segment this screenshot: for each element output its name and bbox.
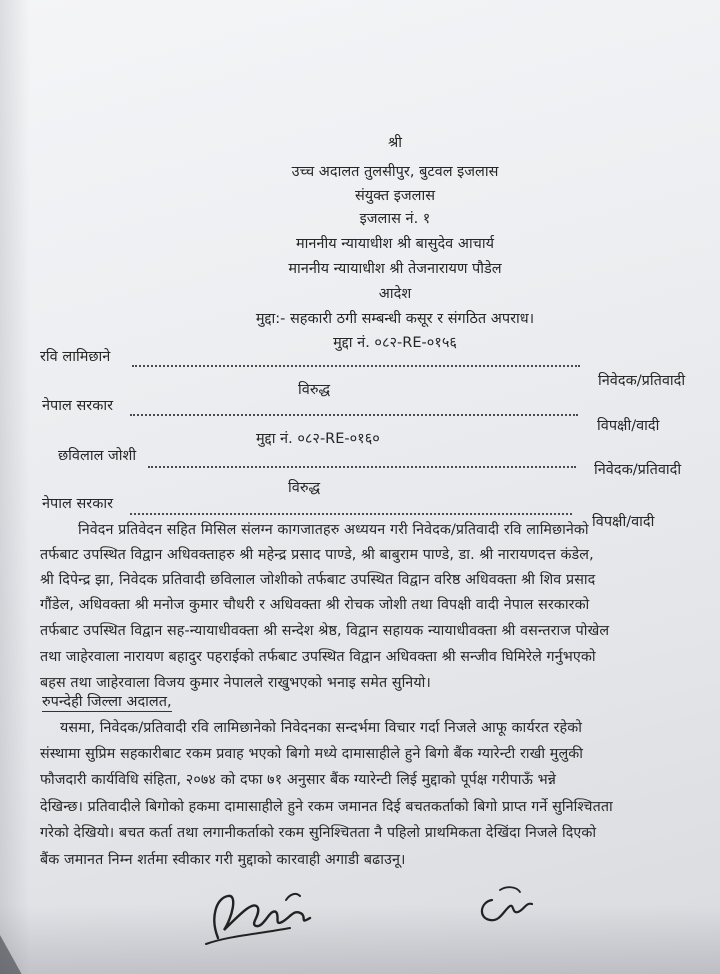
para1-line: तर्फबाट उपस्थित विद्वान सह-न्यायाधीवक्ता श्री सन्देश श्रेष्ठ, विद्वान सहायक न्यायाधीवक्ता श्री वसन्तराज पोखेल bbox=[40, 623, 610, 639]
case2-petitioner-role: निवेदक/प्रतिवादी bbox=[594, 462, 682, 478]
case2-respondent-name: नेपाल सरकार bbox=[42, 496, 114, 512]
para1-line: बहस तथा जाहेरवाला विजय कुमार नेपालले राखुभएको भनाइ समेत सुनियो। bbox=[40, 675, 431, 691]
case2-petitioner-name: छविलाल जोशी bbox=[58, 448, 137, 464]
header-court-name: उच्च अदालत तुलसीपुर, बुटवल इजलास bbox=[291, 164, 499, 180]
header-judge-2: माननीय न्यायाधीश श्री तेजनारायण पौडेल bbox=[288, 261, 502, 277]
para1-line: श्री दिपेन्द्र झा, निवेदक प्रतिवादी छविलाल जोशीको तर्फबाट उपस्थित विद्वान वरिष्ठ अधिवक्ता श्री शिव प्रसाद bbox=[40, 572, 596, 588]
header-judge-1: माननीय न्यायाधीश श्री बासुदेव आचार्य bbox=[295, 236, 495, 252]
para2-line: फौजदारी कार्यविधि संहिता, २०७४ को दफा ७१ अनुसार बैंक ग्यारेन्टी लिई मुद्दाको पूर्पक्ष गरीपाऊँ भन्ने bbox=[40, 772, 556, 788]
header-order-title: आदेश bbox=[378, 286, 412, 302]
district-court-subheading: रुपन्देही जिल्ला अदालत, bbox=[42, 694, 172, 710]
header-bench-number: इजलास नं. १ bbox=[359, 211, 431, 227]
case2-versus: विरुद्ध bbox=[288, 480, 321, 496]
case1-respondent-role: विपक्षी/वादी bbox=[597, 418, 660, 434]
para2-line: गरेको देखियो। बचत कर्ता तथा लगानीकर्ताको रकम सुनिश्चितता नै पहिलो प्राथमिकता देखिंदा निजले दिएको bbox=[40, 825, 597, 841]
case1-petitioner-dotted-line bbox=[132, 365, 580, 367]
header-case-number: मुद्दा नं. ०८२-RE-०१५६ bbox=[333, 335, 457, 351]
case2-respondent-role: विपक्षी/वादी bbox=[592, 514, 655, 530]
case1-petitioner-name: रवि लामिछाने bbox=[40, 349, 111, 365]
para2-line: बैंक जमानत निम्न शर्तमा स्वीकार गरी मुद्दाको कारवाही अगाडी बढाउनू। bbox=[40, 852, 406, 868]
para1-line: तर्फबाट उपस्थित विद्वान अधिवक्ताहरु श्री महेन्द्र प्रसाद पाण्डे, श्री बाबुराम पाण्डे, डा. श्री नारायणदत्त कंडेल, bbox=[40, 547, 594, 563]
header-case-subject: मुद्दा:- सहकारी ठगी सम्बन्धी कसूर र संगठित अपराध। bbox=[255, 311, 535, 327]
para1-line: निवेदन प्रतिवेदन सहित मिसिल संलग्न कागजातहरु अध्ययन गरी निवेदक/प्रतिवादी रवि लामिछानेको bbox=[78, 522, 589, 538]
signature-judge-1 bbox=[198, 878, 328, 950]
case1-respondent-name: नेपाल सरकार bbox=[42, 398, 114, 414]
case2-case-number: मुद्दा नं. ०८२-RE-०१६० bbox=[256, 431, 380, 447]
case2-petitioner-dotted-line bbox=[148, 466, 576, 468]
para2-line: संस्थामा सुप्रिम सहकारीबाट रकम प्रवाह भएको बिगो मध्ये दामासाहीले हुने बिगो बैंक ग्यारेन्टी राखी मुलुकी bbox=[40, 746, 584, 762]
case1-versus: विरुद्ध bbox=[298, 382, 331, 398]
case1-respondent-dotted-line bbox=[130, 414, 578, 416]
para2-line: यसमा, निवेदक/प्रतिवादी रवि लामिछानेको निवेदनका सन्दर्भमा विचार गर्दा निजले आफू कार्यरत रहेको bbox=[60, 720, 583, 736]
signature-judge-2 bbox=[470, 880, 540, 928]
para2-line: देखिन्छ। प्रतिवादीले बिगोको हकमा दामासाहीले हुने रकम जमानत दिई बचतकर्ताको बिगो प्राप्त गर्ने सुनिश्चितता bbox=[40, 799, 613, 815]
header-honorific: श्री bbox=[387, 135, 403, 151]
header-bench-type: संयुक्त इजलास bbox=[354, 188, 436, 204]
para1-line: तथा जाहेरवाला नारायण बहादुर पहराईको तर्फबाट उपस्थित विद्वान अधिवक्ता श्री सन्जीव घिमिरेले गर्नुभएको bbox=[40, 649, 596, 665]
case2-respondent-dotted-line bbox=[130, 513, 572, 515]
para1-line: गौंडेल, अधिवक्ता श्री मनोज कुमार चौधरी र अधिवक्ता श्री रोचक जोशी तथा विपक्षी वादी नेपाल सरकारको bbox=[40, 597, 590, 613]
case1-petitioner-role: निवेदक/प्रतिवादी bbox=[598, 373, 686, 389]
